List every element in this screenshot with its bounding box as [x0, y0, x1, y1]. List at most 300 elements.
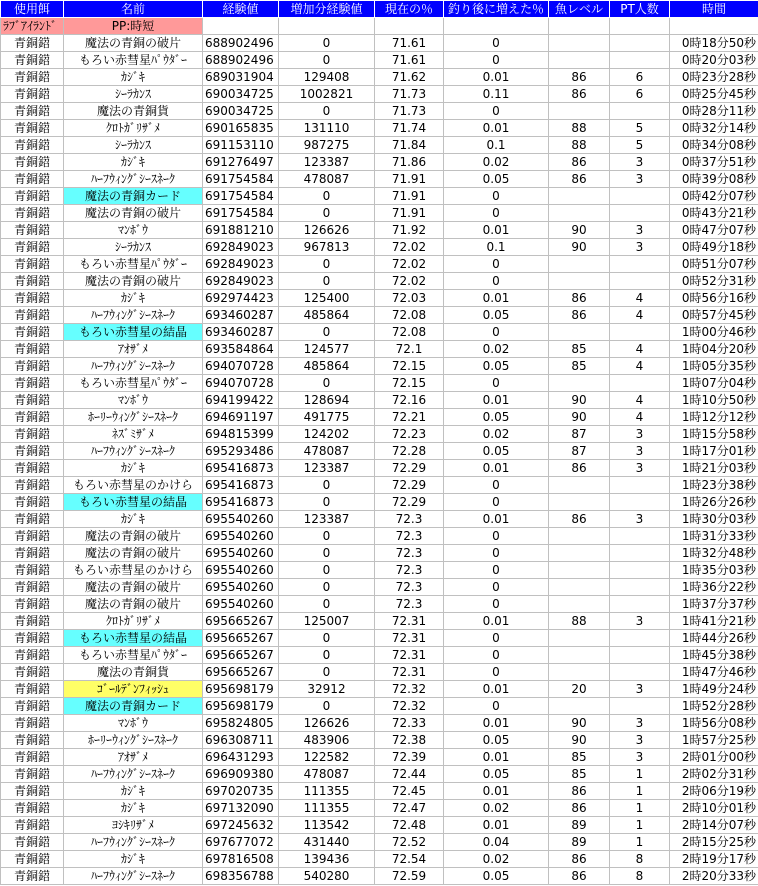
name-cell[interactable]: 魔法の青銅の破片 [64, 545, 203, 562]
gain-cell[interactable]: 111355 [279, 783, 375, 800]
increase-pct-cell[interactable]: 0.01 [444, 69, 549, 86]
fish-level-cell[interactable]: 87 [549, 443, 610, 460]
header-bait[interactable]: 使用餌 [1, 1, 64, 18]
name-cell[interactable]: もろい赤彗星ﾊﾟｳﾀﾞｰ [64, 256, 203, 273]
current-pct-cell[interactable]: 72.3 [375, 528, 444, 545]
current-pct-cell[interactable]: 71.73 [375, 86, 444, 103]
fish-level-cell[interactable] [549, 494, 610, 511]
bait-cell[interactable]: 青銅鍣 [1, 800, 64, 817]
increase-pct-cell[interactable]: 0 [444, 596, 549, 613]
current-pct-cell[interactable]: 72.02 [375, 256, 444, 273]
increase-pct-cell[interactable]: 0.01 [444, 613, 549, 630]
current-pct-cell[interactable]: 71.91 [375, 188, 444, 205]
party-size-cell[interactable]: 3 [610, 239, 670, 256]
current-pct-cell[interactable]: 72.31 [375, 630, 444, 647]
bait-cell[interactable]: 青銅鍣 [1, 545, 64, 562]
exp-cell[interactable]: 691276497 [203, 154, 279, 171]
name-cell[interactable]: ｱｵｻﾞﾒ [64, 341, 203, 358]
fish-level-cell[interactable]: 90 [549, 239, 610, 256]
bait-cell[interactable]: 青銅鍣 [1, 324, 64, 341]
party-size-cell[interactable]: 3 [610, 511, 670, 528]
gain-cell[interactable]: 0 [279, 630, 375, 647]
time-cell[interactable]: 2時02分31秒 [670, 766, 758, 783]
fish-level-cell[interactable] [549, 35, 610, 52]
party-size-cell[interactable] [610, 596, 670, 613]
bait-cell[interactable]: 青銅鍣 [1, 137, 64, 154]
time-cell[interactable]: 1時23分38秒 [670, 477, 758, 494]
party-size-cell[interactable]: 1 [610, 766, 670, 783]
time-cell[interactable]: 1時32分48秒 [670, 545, 758, 562]
gain-cell[interactable]: 124577 [279, 341, 375, 358]
bait-cell[interactable]: 青銅鍣 [1, 749, 64, 766]
time-cell[interactable]: 1時37分37秒 [670, 596, 758, 613]
fish-level-cell[interactable] [549, 579, 610, 596]
bait-cell[interactable]: 青銅鍣 [1, 562, 64, 579]
exp-cell[interactable]: 695540260 [203, 528, 279, 545]
fish-level-cell[interactable]: 85 [549, 358, 610, 375]
bait-cell[interactable]: 青銅鍣 [1, 205, 64, 222]
fish-level-cell[interactable] [549, 375, 610, 392]
current-pct-cell[interactable]: 72.02 [375, 273, 444, 290]
increase-pct-cell[interactable]: 0 [444, 477, 549, 494]
exp-cell[interactable]: 694815399 [203, 426, 279, 443]
fish-level-cell[interactable] [549, 273, 610, 290]
party-size-cell[interactable] [610, 477, 670, 494]
fish-level-cell[interactable]: 86 [549, 307, 610, 324]
party-size-cell[interactable]: 1 [610, 783, 670, 800]
current-pct-cell[interactable]: 72.28 [375, 443, 444, 460]
increase-pct-cell[interactable]: 0.05 [444, 358, 549, 375]
name-cell[interactable]: ﾎｰﾘｰｳｨﾝｸﾞｼｰｽﾈｰｸ [64, 732, 203, 749]
increase-pct-cell[interactable]: 0.1 [444, 137, 549, 154]
exp-cell[interactable]: 695665267 [203, 630, 279, 647]
exp-cell[interactable]: 695293486 [203, 443, 279, 460]
increase-pct-cell[interactable]: 0 [444, 256, 549, 273]
time-cell[interactable]: 0時52分31秒 [670, 273, 758, 290]
bait-cell[interactable]: 青銅鍣 [1, 494, 64, 511]
current-pct-cell[interactable]: 71.74 [375, 120, 444, 137]
exp-cell[interactable]: 694691197 [203, 409, 279, 426]
gain-cell[interactable]: 125007 [279, 613, 375, 630]
fish-level-cell[interactable]: 88 [549, 120, 610, 137]
gain-cell[interactable]: 0 [279, 647, 375, 664]
time-cell[interactable]: 0時51分07秒 [670, 256, 758, 273]
bait-cell[interactable]: 青銅鍣 [1, 154, 64, 171]
fish-level-cell[interactable]: 86 [549, 800, 610, 817]
exp-cell[interactable]: 695540260 [203, 511, 279, 528]
party-size-cell[interactable]: 4 [610, 290, 670, 307]
bait-cell[interactable]: 青銅鍣 [1, 477, 64, 494]
name-cell[interactable]: もろい赤彗星ﾊﾟｳﾀﾞｰ [64, 52, 203, 69]
gain-cell[interactable]: 0 [279, 562, 375, 579]
time-cell[interactable]: 2時14分07秒 [670, 817, 758, 834]
exp-cell[interactable]: 695665267 [203, 647, 279, 664]
bait-cell[interactable]: 青銅鍣 [1, 613, 64, 630]
name-cell[interactable]: ﾊｰﾌｳｨﾝｸﾞｼｰｽﾈｰｸ [64, 358, 203, 375]
current-pct-cell[interactable]: 72.33 [375, 715, 444, 732]
time-cell[interactable]: 1時15分58秒 [670, 426, 758, 443]
name-cell[interactable]: 魔法の青銅の破片 [64, 205, 203, 222]
current-pct-cell[interactable]: 72.45 [375, 783, 444, 800]
fish-level-cell[interactable]: 90 [549, 409, 610, 426]
current-pct-cell[interactable]: 72.52 [375, 834, 444, 851]
time-cell[interactable]: 0時32分14秒 [670, 120, 758, 137]
exp-cell[interactable]: 692974423 [203, 290, 279, 307]
fish-level-cell[interactable]: 89 [549, 817, 610, 834]
fish-level-cell[interactable]: 86 [549, 171, 610, 188]
time-cell[interactable]: 1時52分28秒 [670, 698, 758, 715]
fish-level-cell[interactable]: 85 [549, 749, 610, 766]
exp-cell[interactable]: 696431293 [203, 749, 279, 766]
time-cell[interactable]: 1時07分04秒 [670, 375, 758, 392]
increase-pct-cell[interactable]: 0 [444, 545, 549, 562]
bait-cell[interactable]: 青銅鍣 [1, 188, 64, 205]
name-cell[interactable]: ﾊｰﾌｳｨﾝｸﾞｼｰｽﾈｰｸ [64, 307, 203, 324]
increase-pct-cell[interactable]: 0.04 [444, 834, 549, 851]
gain-cell[interactable]: 0 [279, 545, 375, 562]
fish-level-cell[interactable]: 85 [549, 341, 610, 358]
increase-pct-cell[interactable]: 0 [444, 630, 549, 647]
current-pct-cell[interactable]: 72.32 [375, 698, 444, 715]
fish-level-cell[interactable]: 86 [549, 290, 610, 307]
current-pct-cell[interactable]: 72.32 [375, 681, 444, 698]
increase-pct-cell[interactable]: 0.05 [444, 732, 549, 749]
exp-cell[interactable]: 693460287 [203, 307, 279, 324]
party-size-cell[interactable] [610, 698, 670, 715]
name-cell[interactable]: ﾈｽﾞﾐｻﾞﾒ [64, 426, 203, 443]
exp-cell[interactable]: 688902496 [203, 52, 279, 69]
time-cell[interactable]: 1時41分21秒 [670, 613, 758, 630]
name-cell[interactable]: 魔法の青銅の破片 [64, 528, 203, 545]
bait-cell[interactable]: 青銅鍣 [1, 783, 64, 800]
time-cell[interactable]: 0時42分07秒 [670, 188, 758, 205]
time-cell[interactable]: 2時19分17秒 [670, 851, 758, 868]
empty-cell[interactable] [279, 18, 375, 35]
bait-cell[interactable]: 青銅鍣 [1, 256, 64, 273]
time-cell[interactable]: 1時57分25秒 [670, 732, 758, 749]
gain-cell[interactable]: 987275 [279, 137, 375, 154]
name-cell[interactable]: ﾏﾝﾎﾞｳ [64, 392, 203, 409]
current-pct-cell[interactable]: 72.08 [375, 307, 444, 324]
current-pct-cell[interactable]: 71.73 [375, 103, 444, 120]
gain-cell[interactable]: 0 [279, 477, 375, 494]
name-cell[interactable]: もろい赤彗星の結晶 [64, 324, 203, 341]
increase-pct-cell[interactable]: 0.01 [444, 392, 549, 409]
gain-cell[interactable]: 124202 [279, 426, 375, 443]
pp-label[interactable]: PP:時短 [64, 18, 203, 35]
bait-cell[interactable]: 青銅鍣 [1, 732, 64, 749]
bait-cell[interactable]: 青銅鍣 [1, 698, 64, 715]
name-cell[interactable]: ｺﾞｰﾙﾃﾞﾝﾌｨｯｼｭ [64, 681, 203, 698]
increase-pct-cell[interactable]: 0.01 [444, 120, 549, 137]
time-cell[interactable]: 1時31分33秒 [670, 528, 758, 545]
fish-level-cell[interactable]: 85 [549, 766, 610, 783]
gain-cell[interactable]: 478087 [279, 171, 375, 188]
increase-pct-cell[interactable]: 0.02 [444, 800, 549, 817]
exp-cell[interactable]: 695540260 [203, 596, 279, 613]
current-pct-cell[interactable]: 72.16 [375, 392, 444, 409]
exp-cell[interactable]: 688902496 [203, 35, 279, 52]
empty-cell[interactable] [375, 18, 444, 35]
exp-cell[interactable]: 697816508 [203, 851, 279, 868]
gain-cell[interactable]: 126626 [279, 222, 375, 239]
bait-cell[interactable]: 青銅鍣 [1, 426, 64, 443]
exp-cell[interactable]: 695416873 [203, 477, 279, 494]
party-size-cell[interactable]: 3 [610, 460, 670, 477]
bait-cell[interactable]: 青銅鍣 [1, 596, 64, 613]
bait-cell[interactable]: 青銅鍣 [1, 409, 64, 426]
increase-pct-cell[interactable]: 0.01 [444, 460, 549, 477]
gain-cell[interactable]: 128694 [279, 392, 375, 409]
exp-cell[interactable]: 695540260 [203, 579, 279, 596]
fish-level-cell[interactable]: 86 [549, 868, 610, 885]
name-cell[interactable]: ﾏﾝﾎﾞｳ [64, 222, 203, 239]
time-cell[interactable]: 1時30分03秒 [670, 511, 758, 528]
party-size-cell[interactable] [610, 205, 670, 222]
gain-cell[interactable]: 125400 [279, 290, 375, 307]
gain-cell[interactable]: 967813 [279, 239, 375, 256]
bait-cell[interactable]: 青銅鍣 [1, 120, 64, 137]
time-cell[interactable]: 0時23分28秒 [670, 69, 758, 86]
party-size-cell[interactable]: 3 [610, 749, 670, 766]
party-size-cell[interactable]: 4 [610, 392, 670, 409]
fish-level-cell[interactable]: 86 [549, 69, 610, 86]
gain-cell[interactable]: 0 [279, 698, 375, 715]
party-size-cell[interactable]: 3 [610, 171, 670, 188]
party-size-cell[interactable] [610, 528, 670, 545]
exp-cell[interactable]: 697245632 [203, 817, 279, 834]
bait-cell[interactable]: 青銅鍣 [1, 443, 64, 460]
increase-pct-cell[interactable]: 0.05 [444, 766, 549, 783]
bait-cell[interactable]: 青銅鍣 [1, 834, 64, 851]
name-cell[interactable]: もろい赤彗星ﾊﾟｳﾀﾞｰ [64, 647, 203, 664]
current-pct-cell[interactable]: 72.21 [375, 409, 444, 426]
current-pct-cell[interactable]: 71.91 [375, 205, 444, 222]
time-cell[interactable]: 1時12分12秒 [670, 409, 758, 426]
name-cell[interactable]: 魔法の青銅の破片 [64, 273, 203, 290]
name-cell[interactable]: ﾊｰﾌｳｨﾝｸﾞｼｰｽﾈｰｸ [64, 834, 203, 851]
name-cell[interactable]: もろい赤彗星の結晶 [64, 494, 203, 511]
name-cell[interactable]: ﾖｼｷﾘｻﾞﾒ [64, 817, 203, 834]
bait-cell[interactable]: 青銅鍣 [1, 460, 64, 477]
fish-level-cell[interactable]: 89 [549, 834, 610, 851]
party-size-cell[interactable] [610, 545, 670, 562]
fish-level-cell[interactable] [549, 664, 610, 681]
gain-cell[interactable]: 0 [279, 596, 375, 613]
name-cell[interactable]: 魔法の青銅貨 [64, 664, 203, 681]
fish-level-cell[interactable]: 90 [549, 715, 610, 732]
party-size-cell[interactable]: 3 [610, 154, 670, 171]
empty-cell[interactable] [549, 18, 610, 35]
party-size-cell[interactable]: 6 [610, 69, 670, 86]
party-size-cell[interactable] [610, 256, 670, 273]
bait-cell[interactable]: 青銅鍣 [1, 851, 64, 868]
time-cell[interactable]: 1時45分38秒 [670, 647, 758, 664]
time-cell[interactable]: 1時05分35秒 [670, 358, 758, 375]
current-pct-cell[interactable]: 72.3 [375, 562, 444, 579]
fish-level-cell[interactable]: 86 [549, 86, 610, 103]
time-cell[interactable]: 1時49分24秒 [670, 681, 758, 698]
party-size-cell[interactable]: 1 [610, 800, 670, 817]
name-cell[interactable]: ｸﾛﾄｶﾞﾘｻﾞﾒ [64, 613, 203, 630]
gain-cell[interactable]: 1002821 [279, 86, 375, 103]
gain-cell[interactable]: 139436 [279, 851, 375, 868]
party-size-cell[interactable] [610, 324, 670, 341]
current-pct-cell[interactable]: 72.47 [375, 800, 444, 817]
current-pct-cell[interactable]: 71.92 [375, 222, 444, 239]
bait-cell[interactable]: 青銅鍣 [1, 392, 64, 409]
bait-cell[interactable]: 青銅鍣 [1, 103, 64, 120]
exp-cell[interactable]: 695665267 [203, 664, 279, 681]
name-cell[interactable]: 魔法の青銅カード [64, 698, 203, 715]
party-size-cell[interactable] [610, 188, 670, 205]
gain-cell[interactable]: 0 [279, 35, 375, 52]
fish-level-cell[interactable] [549, 630, 610, 647]
bait-cell[interactable]: 青銅鍣 [1, 273, 64, 290]
exp-cell[interactable]: 693460287 [203, 324, 279, 341]
party-size-cell[interactable]: 1 [610, 834, 670, 851]
fish-level-cell[interactable] [549, 647, 610, 664]
fish-level-cell[interactable]: 86 [549, 460, 610, 477]
fish-level-cell[interactable] [549, 596, 610, 613]
current-pct-cell[interactable]: 72.29 [375, 494, 444, 511]
fish-level-cell[interactable] [549, 545, 610, 562]
current-pct-cell[interactable]: 71.86 [375, 154, 444, 171]
time-cell[interactable]: 1時35分03秒 [670, 562, 758, 579]
gain-cell[interactable]: 111355 [279, 800, 375, 817]
gain-cell[interactable]: 113542 [279, 817, 375, 834]
name-cell[interactable]: ｶｼﾞｷ [64, 851, 203, 868]
time-cell[interactable]: 1時21分03秒 [670, 460, 758, 477]
time-cell[interactable]: 1時04分20秒 [670, 341, 758, 358]
party-size-cell[interactable] [610, 273, 670, 290]
fish-level-cell[interactable] [549, 562, 610, 579]
name-cell[interactable]: ﾊｰﾌｳｨﾝｸﾞｼｰｽﾈｰｸ [64, 443, 203, 460]
increase-pct-cell[interactable]: 0 [444, 188, 549, 205]
party-size-cell[interactable]: 4 [610, 358, 670, 375]
empty-cell[interactable] [203, 18, 279, 35]
header-time[interactable]: 時間 [670, 1, 758, 18]
name-cell[interactable]: 魔法の青銅貨 [64, 103, 203, 120]
gain-cell[interactable]: 491775 [279, 409, 375, 426]
time-cell[interactable]: 1時17分01秒 [670, 443, 758, 460]
bait-cell[interactable]: 青銅鍣 [1, 341, 64, 358]
bait-cell[interactable]: 青銅鍣 [1, 52, 64, 69]
fish-level-cell[interactable] [549, 205, 610, 222]
current-pct-cell[interactable]: 71.61 [375, 35, 444, 52]
time-cell[interactable]: 0時43分21秒 [670, 205, 758, 222]
party-size-cell[interactable]: 4 [610, 341, 670, 358]
increase-pct-cell[interactable]: 0 [444, 528, 549, 545]
current-pct-cell[interactable]: 72.38 [375, 732, 444, 749]
increase-pct-cell[interactable]: 0.01 [444, 817, 549, 834]
exp-cell[interactable]: 695540260 [203, 562, 279, 579]
fish-level-cell[interactable]: 88 [549, 613, 610, 630]
time-cell[interactable]: 0時28分11秒 [670, 103, 758, 120]
increase-pct-cell[interactable]: 0 [444, 579, 549, 596]
increase-pct-cell[interactable]: 0 [444, 698, 549, 715]
increase-pct-cell[interactable]: 0.05 [444, 443, 549, 460]
exp-cell[interactable]: 695665267 [203, 613, 279, 630]
exp-cell[interactable]: 691153110 [203, 137, 279, 154]
fish-level-cell[interactable]: 86 [549, 511, 610, 528]
gain-cell[interactable]: 0 [279, 256, 375, 273]
name-cell[interactable]: ｶｼﾞｷ [64, 460, 203, 477]
time-cell[interactable]: 1時36分22秒 [670, 579, 758, 596]
party-size-cell[interactable] [610, 494, 670, 511]
exp-cell[interactable]: 690034725 [203, 86, 279, 103]
name-cell[interactable]: もろい赤彗星のかけら [64, 562, 203, 579]
party-size-cell[interactable]: 3 [610, 715, 670, 732]
party-size-cell[interactable]: 6 [610, 86, 670, 103]
bait-cell[interactable]: 青銅鍣 [1, 868, 64, 885]
increase-pct-cell[interactable]: 0.01 [444, 681, 549, 698]
current-pct-cell[interactable]: 72.03 [375, 290, 444, 307]
gain-cell[interactable]: 431440 [279, 834, 375, 851]
header-fish-level[interactable]: 魚レベル [549, 1, 610, 18]
increase-pct-cell[interactable]: 0.02 [444, 426, 549, 443]
bait-cell[interactable]: 青銅鍣 [1, 171, 64, 188]
bait-cell[interactable]: 青銅鍣 [1, 290, 64, 307]
current-pct-cell[interactable]: 72.23 [375, 426, 444, 443]
name-cell[interactable]: もろい赤彗星の結晶 [64, 630, 203, 647]
exp-cell[interactable]: 695698179 [203, 681, 279, 698]
party-size-cell[interactable]: 3 [610, 443, 670, 460]
current-pct-cell[interactable]: 72.08 [375, 324, 444, 341]
party-size-cell[interactable]: 8 [610, 868, 670, 885]
exp-cell[interactable]: 696308711 [203, 732, 279, 749]
name-cell[interactable]: ｶｼﾞｷ [64, 800, 203, 817]
name-cell[interactable]: ｶｼﾞｷ [64, 69, 203, 86]
name-cell[interactable]: 魔法の青銅の破片 [64, 35, 203, 52]
time-cell[interactable]: 1時00分46秒 [670, 324, 758, 341]
gain-cell[interactable]: 478087 [279, 766, 375, 783]
time-cell[interactable]: 2時06分19秒 [670, 783, 758, 800]
fish-level-cell[interactable] [549, 324, 610, 341]
current-pct-cell[interactable]: 72.59 [375, 868, 444, 885]
gain-cell[interactable]: 131110 [279, 120, 375, 137]
gain-cell[interactable]: 123387 [279, 154, 375, 171]
increase-pct-cell[interactable]: 0.02 [444, 341, 549, 358]
party-size-cell[interactable] [610, 562, 670, 579]
time-cell[interactable]: 0時37分51秒 [670, 154, 758, 171]
current-pct-cell[interactable]: 72.1 [375, 341, 444, 358]
time-cell[interactable]: 0時20分03秒 [670, 52, 758, 69]
increase-pct-cell[interactable]: 0.01 [444, 511, 549, 528]
exp-cell[interactable]: 689031904 [203, 69, 279, 86]
party-size-cell[interactable] [610, 647, 670, 664]
gain-cell[interactable]: 0 [279, 52, 375, 69]
current-pct-cell[interactable]: 72.3 [375, 579, 444, 596]
party-size-cell[interactable]: 8 [610, 851, 670, 868]
time-cell[interactable]: 0時47分07秒 [670, 222, 758, 239]
time-cell[interactable]: 0時18分50秒 [670, 35, 758, 52]
fish-level-cell[interactable]: 90 [549, 222, 610, 239]
increase-pct-cell[interactable]: 0 [444, 647, 549, 664]
name-cell[interactable]: ｱｵｻﾞﾒ [64, 749, 203, 766]
increase-pct-cell[interactable]: 0.05 [444, 307, 549, 324]
bait-cell[interactable]: 青銅鍣 [1, 358, 64, 375]
current-pct-cell[interactable]: 72.15 [375, 358, 444, 375]
current-pct-cell[interactable]: 71.61 [375, 52, 444, 69]
increase-pct-cell[interactable]: 0.01 [444, 783, 549, 800]
current-pct-cell[interactable]: 72.02 [375, 239, 444, 256]
party-size-cell[interactable] [610, 52, 670, 69]
party-size-cell[interactable] [610, 579, 670, 596]
gain-cell[interactable]: 0 [279, 528, 375, 545]
fish-level-cell[interactable] [549, 528, 610, 545]
current-pct-cell[interactable]: 72.15 [375, 375, 444, 392]
